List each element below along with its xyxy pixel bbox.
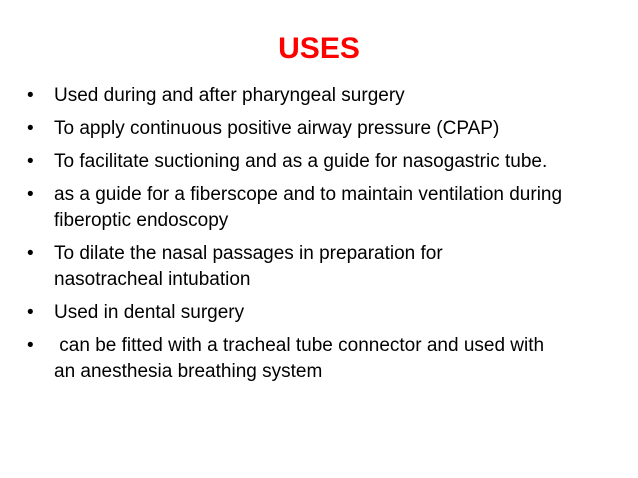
- bullet-item: [20, 333, 620, 385]
- bullet-text: Used during and after pharyngeal surgery: [54, 85, 405, 106]
- bullet-list: [20, 83, 620, 392]
- bullet-item: [20, 83, 620, 109]
- bullet-text: as a guide for a fiberscope and to maintain ventilation during fiberoptic endoscopy: [54, 184, 563, 231]
- bullet-item: [20, 182, 620, 234]
- bullet-text: To facilitate suctioning and as a guide for nasogastric tube.: [54, 151, 548, 172]
- bullet-icon: •: [27, 151, 34, 172]
- bullet-icon: •: [27, 243, 34, 264]
- bullet-text: can be fitted with a tracheal tube connector and used with an anesthesia breathing system: [54, 335, 550, 382]
- bullet-text: To dilate the nasal passages in preparation for nasotracheal intubation: [54, 243, 443, 290]
- bullet-item: [20, 300, 620, 326]
- bullet-text: To apply continuous positive airway pressure (CPAP): [54, 118, 500, 139]
- bullet-icon: •: [27, 85, 34, 106]
- bullet-icon: •: [27, 302, 34, 323]
- bullet-item: [20, 116, 620, 142]
- bullet-text: Used in dental surgery: [54, 302, 245, 323]
- slide-title: USES: [278, 32, 360, 65]
- bullet-item: [20, 149, 620, 175]
- bullet-icon: •: [27, 118, 34, 139]
- bullet-icon: •: [27, 335, 34, 356]
- bullet-item: [20, 241, 620, 293]
- bullet-icon: •: [27, 184, 34, 205]
